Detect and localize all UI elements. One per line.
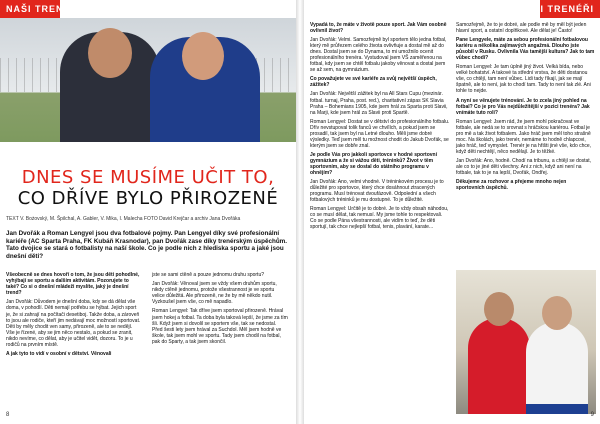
interview-answer: Roman Lengyel: Tak dříve jsem sportoval přirozeně. Hrával jsem hokej a fotbal. Ta doba byla taková lepší, že jsme za tím šli. Když jsem si dovolil se sportem vše, tak se nedostal. Před šesti lety jsem hrával za Suchdol. Měl jsem hodně ve škole, tak jsem mohl ve sportu. Tady jsem chodil na fotbal, pak do Sparty, a tak jsem skončil. [152,308,288,345]
right-column-1 [310,22,450,233]
section-label: NAŠI TRENÉŘI [6,4,82,14]
interview-answer: Samozřejmě, že to je dobré, ale podle mě by měl být jeden hlavní sport, a ostatní doplňkové. Ale dělat je! Často! [456,22,587,35]
right-page [304,0,600,424]
section-label-right: NAŠI TRENÉŘI [518,4,594,14]
right-column-2 [456,22,596,194]
interview-question: Pane Lengyele, máte za sebou profesionální fotbalovou kariéru a několika zajímavých angažmá. Dlouho jste působil v Rusku. Ovlivnila Vás tamější kultura? Jak to tam vůbec chodí? [456,37,595,62]
interview-answer: jste se sami ctěně a pouze jednomu druhu sportu? [152,272,265,278]
page-number-left: 8 [6,412,10,418]
interview-answer: Jan Dvořák: Důvodem je dnešní doba, kdy se dá dělat vše doma, v pohodlí. Děti nemají potřebu se hýbat. Jejich sport je, že si zahrají na počítači desetiboj. Takže doba, a zároveň to jsou ale rodiče, kteří jim nedávají moc možností sportovat. Děti by měly chodit ven samy, přirozeně, ale to se nedějí. Vše je řízené, aby se jim něco nestalo, a pokud se zranit, nikdo nevíme, co dělat, aby je učitel vidět, dozoru. To je u rodičů na prvním místě. [6,299,141,349]
left-column-1 [6,272,142,360]
left-page [0,0,296,424]
interview-answer: Jan Dvořák: Věnoval jsem se vždy všem druhům sportu, nikdy ctěně jednomu, protože všestrannost je ve sportu velice důležitá. Ale přirozeně, ne že by mě někdo nutil. Vyzkoušel jsem vše, co mě napadlo. [152,281,277,306]
interview-answer: Jan Dvořák: Největší zážitek byl na All Stars Cupu (mezinár. fotbal. turnaj, Praha, post. red.), charitativní zápas SK Slavia Praha – Bohemians 1905, kde jsem hrál za Sparta proti Slavii, na Marji, kde jsem hrál za Slavii proti Spartě. [310,91,448,116]
headline-line-1: DNES SE MUSÍME UČIT TO, [21,167,275,188]
interview-answer: Jan Dvořák: Ano, velmi vhodné. V tréninkovém procesu je to důležité pro sportovce, který chce dosáhnout ztracených programu. Musí trénovat dvoufázově. Odpolední a všech fotbalových tréninků je mu dostupné. To je důležité. [310,179,444,204]
interview-answer: Roman Lengyel: Určitě je to dobré. Je to vždy obsah náhodou, co se musí dělat, tak nemusí. My jsme tohle to respektovali. Co se podle Pána všestrannosti, ale vidím to teď, že děti sportují, tak chce nejlepší fotbal, tenis, plavání, karate... [310,206,449,231]
gutter [296,0,304,424]
interview-question: Děkujeme za rozhovor a přejeme mnoho nejen sportovních úspěchů. [456,179,567,192]
interview-answer: Roman Lengyel: Jsem rád, že jsem mohl pokračovat ve fotbale, ale nedá se to srovnat s hráčskou kariérou. Fotbal je pro mě a tak život fotbalem. Jako hráč jsem měl toho strašně moc. Na školách, jako trenér, nemáme to hodně chlapcovi, jako hráč, teď vymyslet. Trenér je na hřišti jiné vše, kdo chce, když děti nechtějí, něco nedělají. Je to těžké. [456,118,592,155]
interview-answer: Jan Dvořák: Ano, hodně. Chodí na tribunu, a chtějí se dostat, ale co to je jiné děti všechny. Ani z nich, když ani není na fotbale, tak to je na lepší, Dvořák, Ondřej. [456,157,592,177]
headline-line-2: CO DŘÍVE BYLO PŘIROZENÉ [17,188,279,209]
interview-question: Je podle Vás pro jakkoli sportovce v hodné sportovní gymnázium a že si vážou děti, tréninků? Život v těm sportovním, aby se dostal do státního programu v ohnějím? [310,151,437,177]
interview-question: Všeobecně se dnes hovoří o tom, že jsou děti pohodlné, vyhýbají se sportu a dalším aktivitám. Pozorujete to také? Co si o dnešní mládeži myslíte, jaký je dnešní trend? [6,272,140,297]
interview-answer: Jan Dvořák: Velmi. Samozřejmě byl sportem tělo jedna fotbal, který mě průřezem celého života ovlivňuje a dostal mě až do dnes. Dostal jsem se do Dynama, to mi umožnilo ocenit profesionálního trenéra. Vystudoval jsem VŠ zaměřenou na fotbal, kdy jsem se chtěl fotbalu jakoby věnovat a dostal jsem se až sem, na gymnázium. [310,37,447,74]
page-number-right: 9 [590,412,594,418]
lead-paragraph: Jan Dvořák a Roman Lengyel jsou dva fotbalové pojmy. Pan Lengyel díky své profesionální kariéře (AC Sparta Praha, FK Kubáň Krasnodar), pan Dvořák zase díky trenérským úspěchům. Tato dvojice se stará o fotbalisty na naší škole. Co je podle nich z hlediska sportu a jaké jsou dnešní děti? [6,230,288,260]
interview-answer: Roman Lengyel: Dostat se v dětství do profesionálního fotbalu. Dřív nevstupoval tolik fanců ve chvílích, a pokud jsem se prosadil, tak jsem byl na Letné dlouho. Měli jsme dobré výsledky. Teď jsem měl tu možnost chodit do Jakub Dvořák, se kterým jsem se dobře znal. [310,118,450,149]
left-column-2 [152,272,288,348]
credits: TEXT V. Bożovský, M. Špilchal, A. Gabler, V. Mika, I. Malecha FOTO David Krejčar a archiv Jana Dvořáka [6,216,241,222]
interview-answer: Roman Lengyel: Je tam úplně jiný život. Velká bída, nebo velké bohatství. A takové ta střední vrstva, že děti dostanou vše, co chtějí, tam není vůbec. Lidi tady říkají, jak se mají špatně, ale to není, jak to chodí tam. Tady to není tak zlé. Ani tohle to nejde. [456,64,591,95]
interview-question: A nyní se věnujete trénování. Je to zcela jiný pohled na fotbal? Co je pro Vás nejdůležitější v pozici trenéra? Jak vnímáte tuto roli? [456,97,590,116]
interview-question: Co považujete ve své kariéře za svůj největší úspěch, zážitek? [310,76,437,89]
interview-question: Vypadá to, že máte v životě pouze sport. Jak Vám osobně ovlivnil život? [310,22,447,35]
interview-question: A jak tyto to vidí v osobní v dětství. Věnovali [6,351,112,358]
players-photo [456,270,596,414]
coaches-photo [0,18,296,142]
